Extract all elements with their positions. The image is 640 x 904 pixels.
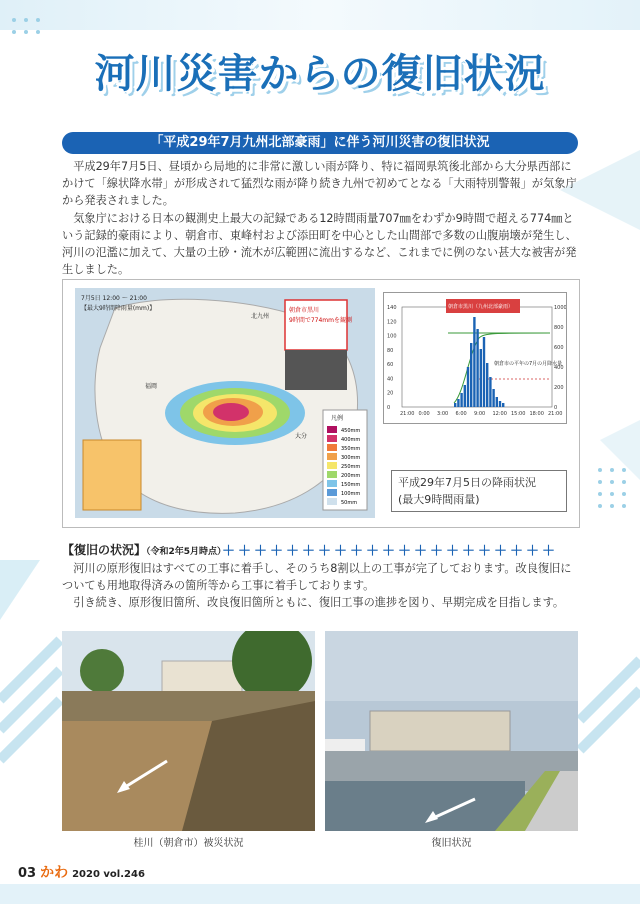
chart-bar — [454, 403, 456, 407]
chart-bar — [499, 401, 501, 407]
chart-y-tick: 20 — [387, 390, 394, 397]
scale-label: 300mm — [341, 455, 361, 461]
scale-label: 450mm — [341, 428, 361, 434]
map-place-label: 北九州 — [251, 313, 270, 320]
plus-divider: ＋＋＋＋＋＋＋＋＋＋＋＋＋＋＋＋＋＋＋＋＋ — [222, 544, 559, 559]
chart-y-tick: 120 — [387, 319, 397, 326]
footer — [18, 862, 145, 882]
chart-y2-tick: 800 — [554, 325, 564, 331]
scale-label: 150mm — [341, 482, 361, 488]
scale-label: 50mm — [341, 500, 358, 506]
chart-bar — [486, 363, 488, 407]
chart-bar — [496, 397, 498, 407]
recovery-photo — [325, 631, 578, 831]
damage-photo — [62, 631, 315, 831]
map-time-label: 7月5日 12:00 ～ 21:00 — [81, 295, 147, 302]
chart-y-tick: 0 — [387, 405, 391, 411]
recovery-heading — [62, 541, 226, 558]
chart-bar — [492, 389, 494, 407]
chart-x-tick: 15:00 — [511, 411, 526, 417]
chart-y2-tick: 0 — [554, 405, 558, 411]
recovery-paragraph-2: 引き続き、原形復旧箇所、改良復旧箇所ともに、復旧工事の進捗を図り、早期完成を目指します。 — [73, 596, 565, 610]
scale-label: 200mm — [341, 473, 361, 479]
chart-x-tick: 0:00 — [418, 411, 430, 417]
scale-swatch — [327, 471, 337, 478]
section-title-bar: 「平成29年7月九州北部豪雨」に伴う河川災害の復旧状況 — [62, 132, 578, 154]
scale-swatch — [327, 462, 337, 469]
scale-swatch — [327, 489, 337, 496]
recovery-text — [62, 560, 582, 612]
chart-x-tick: 18:00 — [529, 411, 544, 417]
chart-y2-tick: 600 — [554, 345, 564, 351]
scale-label: 100mm — [341, 491, 361, 497]
chart-bar — [480, 349, 482, 407]
scale-swatch — [327, 498, 337, 505]
scale-swatch — [327, 480, 337, 487]
chart-y-tick: 40 — [387, 376, 394, 383]
chart-x-tick: 6:00 — [455, 411, 467, 417]
scale-label: 250mm — [341, 464, 361, 470]
map-place-label: 福岡 — [145, 383, 158, 390]
chart-x-tick: 21:00 — [400, 411, 415, 417]
map-callout: 9時間で774mmを観測 — [289, 317, 352, 324]
scale-swatch — [327, 435, 337, 442]
chart-bar — [476, 329, 478, 407]
chart-bar — [502, 403, 504, 407]
chart-y2-tick: 200 — [554, 385, 564, 391]
page-title: 河川災害からの復旧状況 — [94, 51, 546, 97]
figure-caption — [391, 470, 567, 512]
chart-bar — [457, 399, 459, 407]
recovery-heading-text: 【復旧の状況】 — [62, 543, 147, 557]
chart-y2-tick: 1000 — [554, 305, 566, 311]
recovery-heading-date: （令和2年5月時点） — [146, 547, 227, 557]
chart-x-tick: 12:00 — [492, 411, 507, 417]
chart-label: 朝倉市の平年の7月の月降水量 — [494, 361, 563, 367]
chart-bar — [483, 337, 485, 407]
rainfall-figure — [62, 279, 580, 528]
scale-swatch — [327, 426, 337, 433]
recovery-paragraph-1: 河川の原形復旧はすべての工事に着手し、そのうち8割以上の工事が完了しております。改良復旧についても用地取得済みの箇所等から工事に着手しております。 — [62, 562, 572, 593]
chart-y2-tick: 400 — [554, 365, 564, 371]
chart-bar — [464, 385, 466, 407]
chart-bar — [473, 317, 475, 407]
chart-x-tick: 21:00 — [548, 411, 563, 417]
scale-swatch — [327, 444, 337, 451]
scale-label: 400mm — [341, 437, 361, 443]
chart-y-tick: 60 — [387, 362, 394, 369]
chart-bar — [460, 393, 462, 407]
page-number: 03 — [18, 866, 37, 881]
scale-title: 凡例 — [331, 415, 344, 422]
intro-text — [62, 158, 582, 278]
chart-y-tick: 80 — [387, 347, 394, 354]
rainfall-map — [75, 288, 375, 518]
chart-note: 朝倉市黒川（九州北部豪雨） — [448, 304, 514, 310]
damage-photo-caption: 桂川（朝倉市）被災状況 — [133, 838, 244, 849]
map-place-label: 大分 — [295, 433, 308, 440]
chart-bar — [470, 343, 472, 407]
chart-y-tick: 100 — [387, 333, 397, 340]
rainfall-chart — [383, 292, 567, 424]
chart-x-tick: 3:00 — [437, 411, 449, 417]
magazine-logo: かわ — [40, 865, 69, 881]
intro-paragraph-1: 平成29年7月5日、昼頃から局地的に非常に激しい雨が降り、特に福岡県筑後北部から大分県西部にかけて「線状降水帯」が形成されて猛烈な雨が降り続き九州で初めてとなる「大雨特別警報」が気象庁から発表されました。 — [62, 160, 577, 208]
figure-caption-line: (最大9時間雨量) — [398, 493, 480, 506]
scale-swatch — [327, 453, 337, 460]
map-legend-title: 【最大9時間降雨量(mm)】 — [81, 305, 156, 312]
chart-bar — [467, 367, 469, 407]
issue-label: 2020 vol.246 — [72, 869, 145, 880]
chart-x-tick: 9:00 — [474, 411, 486, 417]
scale-label: 350mm — [341, 446, 361, 452]
figure-caption-line: 平成29年7月5日の降雨状況 — [398, 476, 536, 489]
chart-y-tick: 140 — [387, 305, 397, 311]
intro-paragraph-2: 気象庁における日本の観測史上最大の記録である12時間雨量707㎜をわずか9時間で超える774㎜という記録的豪雨により、朝倉市、東峰村および添田町を中心とした山間部で多数の山腹崩壊が発生し、河川の氾濫に加えて、大量の土砂・流木が広範囲に流出するなど、これまでに例のない甚大な被害が発生しました。 — [62, 211, 577, 277]
recovery-photo-caption: 復旧状況 — [431, 838, 472, 849]
map-callout: 朝倉市黒川 — [289, 307, 320, 314]
chart-bar — [489, 377, 491, 407]
